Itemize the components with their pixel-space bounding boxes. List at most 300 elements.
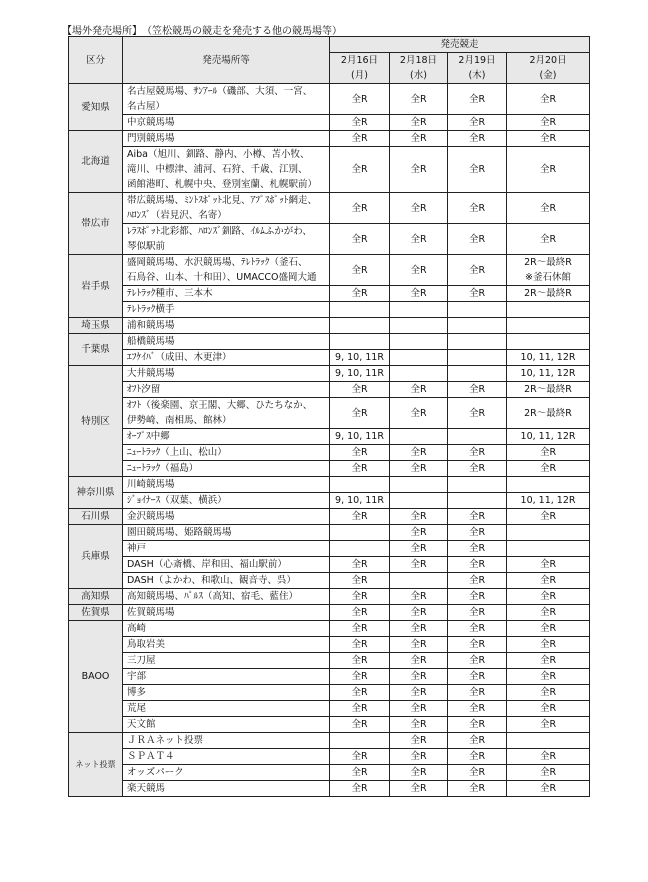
race-value-cell: 全R <box>390 461 448 477</box>
race-value-cell: 全R <box>448 717 507 733</box>
race-value-cell: 全R <box>507 717 590 733</box>
off-track-sales-table <box>68 36 590 797</box>
race-value-cell: 全R <box>390 224 448 255</box>
race-value-cell: 全R <box>448 193 507 224</box>
table-row <box>69 653 590 669</box>
race-value-cell: 全R <box>390 637 448 653</box>
place-line: 園田競馬場、姫路競馬場 <box>127 527 232 538</box>
place-cell <box>123 541 330 557</box>
race-value-cell: 全R <box>390 781 448 797</box>
race-value-cell: 全R <box>448 589 507 605</box>
place-cell <box>123 525 330 541</box>
race-value-cell: 全R <box>448 509 507 525</box>
place-line: 盛岡競馬場、水沢競馬場、ﾃﾚﾄﾗｯｸ（釜石、 <box>127 257 308 268</box>
race-value-cell: 全R <box>390 115 448 131</box>
place-line: 高崎 <box>127 623 147 634</box>
place-cell <box>123 685 330 701</box>
race-value-cell <box>507 525 590 541</box>
race-value-cell <box>507 302 590 318</box>
race-value-cell: 全R <box>448 653 507 669</box>
place-cell <box>123 493 330 509</box>
category-cell: BAOO <box>69 621 123 733</box>
place-line: 三刀屋 <box>127 655 156 666</box>
place-line: ﾊﾛﾝｽﾞ（岩見沢、名寄） <box>127 210 227 221</box>
header-place: 発売場所等 <box>123 37 330 84</box>
race-value-cell <box>390 429 448 445</box>
header-date-0 <box>330 53 390 84</box>
place-line: オッズパーク <box>127 767 184 778</box>
race-value-cell: 全R <box>507 701 590 717</box>
place-line: 博多 <box>127 687 147 698</box>
race-value-cell: 10, 11, 12R <box>507 350 590 366</box>
date-label: 2月18日 <box>399 55 438 66</box>
race-value-cell: 全R <box>448 765 507 781</box>
place-cell <box>123 557 330 573</box>
place-line: 神戸 <box>127 543 147 554</box>
race-value-cell <box>390 318 448 334</box>
table-row <box>69 318 590 334</box>
race-value-cell: 全R <box>390 398 448 429</box>
race-value-cell <box>330 525 390 541</box>
race-value-cell: 全R <box>330 509 390 525</box>
race-value-cell: 全R <box>507 589 590 605</box>
race-value-cell: 全R <box>390 749 448 765</box>
table-row <box>69 334 590 350</box>
place-cell <box>123 621 330 637</box>
place-cell <box>123 84 330 115</box>
table-row <box>69 573 590 589</box>
race-value-cell: 全R <box>507 781 590 797</box>
table-row <box>69 382 590 398</box>
place-line: ﾚﾗｽﾎﾟｯﾄ北彩都、ﾊﾛﾝｽﾞ釧路、ｲﾙﾑふかがわ、 <box>127 226 312 237</box>
table-row <box>69 461 590 477</box>
race-value-cell: 全R <box>390 509 448 525</box>
place-cell <box>123 733 330 749</box>
place-line: 中京競馬場 <box>127 117 175 128</box>
race-value-cell: 全R <box>390 147 448 193</box>
race-value-cell <box>390 366 448 382</box>
race-value-cell: 2R～最終R <box>507 286 590 302</box>
race-value-cell: 全R <box>390 286 448 302</box>
race-value-cell: 全R <box>330 445 390 461</box>
race-value-cell: 全R <box>390 131 448 147</box>
race-value-cell: 9, 10, 11R <box>330 366 390 382</box>
race-value-cell: 全R <box>507 445 590 461</box>
race-value-cell <box>507 318 590 334</box>
table-row <box>69 669 590 685</box>
race-value-cell: 全R <box>330 605 390 621</box>
race-value-cell: 全R <box>507 557 590 573</box>
race-value-cell: 全R <box>507 637 590 653</box>
race-value-cell: 全R <box>448 445 507 461</box>
table-row <box>69 749 590 765</box>
place-cell <box>123 701 330 717</box>
place-line: 船橋競馬場 <box>127 336 175 347</box>
race-value-cell: 全R <box>390 541 448 557</box>
race-value-cell: 全R <box>448 669 507 685</box>
race-value-cell: 全R <box>448 621 507 637</box>
race-value-cell: 全R <box>390 193 448 224</box>
place-line: Aiba（旭川、釧路、静内、小樽、苫小牧、 <box>127 149 310 160</box>
race-value-cell <box>448 350 507 366</box>
place-line: 天文館 <box>127 719 156 730</box>
race-value-cell: 全R <box>390 589 448 605</box>
race-value-cell: 10, 11, 12R <box>507 429 590 445</box>
place-cell <box>123 398 330 429</box>
race-value-cell <box>330 733 390 749</box>
place-cell <box>123 605 330 621</box>
table-row <box>69 557 590 573</box>
table-row <box>69 366 590 382</box>
race-value-cell: 全R <box>390 255 448 286</box>
race-value-cell <box>390 493 448 509</box>
place-cell <box>123 637 330 653</box>
race-value-cell: 全R <box>390 445 448 461</box>
race-value-cell: 全R <box>507 193 590 224</box>
day-of-week: (月) <box>351 70 368 81</box>
race-value-cell: 全R <box>448 525 507 541</box>
race-value-cell <box>448 366 507 382</box>
race-value-cell: 全R <box>330 669 390 685</box>
place-line: ＳＰＡＴ４ <box>127 751 175 762</box>
date-label: 2月20日 <box>529 55 567 66</box>
place-cell <box>123 477 330 493</box>
race-value-cell: 全R <box>448 224 507 255</box>
race-value-cell: 9, 10, 11R <box>330 429 390 445</box>
place-cell <box>123 461 330 477</box>
race-value-cell: 全R <box>507 669 590 685</box>
day-of-week: (木) <box>468 70 486 81</box>
race-value-cell: 全R <box>448 255 507 286</box>
table-row <box>69 302 590 318</box>
race-value-cell: 全R <box>390 382 448 398</box>
race-value-cell <box>330 318 390 334</box>
race-value-cell: 2R～最終R <box>507 382 590 398</box>
day-of-week: (水) <box>410 70 427 81</box>
place-line: DASH（心斎橋、岸和田、福山駅前） <box>127 559 287 570</box>
place-cell <box>123 366 330 382</box>
table-row <box>69 84 590 115</box>
place-line: 浦和競馬場 <box>127 320 175 331</box>
header-date-3 <box>507 53 590 84</box>
race-value-cell: 全R <box>448 605 507 621</box>
table-caption: 【場外発売場所】 （笠松競馬の競走を発売する他の競馬場等） <box>62 26 342 37</box>
race-value-cell: 全R <box>507 685 590 701</box>
race-value-cell: 全R <box>448 557 507 573</box>
table-row <box>69 637 590 653</box>
category-cell: 特別区 <box>69 366 123 477</box>
header-date-2 <box>448 53 507 84</box>
place-line: ｵｰﾌﾟｽ中郷 <box>127 431 170 442</box>
place-cell <box>123 286 330 302</box>
race-value-cell: 全R <box>448 541 507 557</box>
category-cell: 高知県 <box>69 589 123 605</box>
race-value-cell: 全R <box>448 637 507 653</box>
day-of-week: (金) <box>539 70 557 81</box>
place-cell <box>123 350 330 366</box>
race-value-cell <box>507 477 590 493</box>
place-line: 荒尾 <box>127 703 147 714</box>
place-cell <box>123 749 330 765</box>
place-cell <box>123 509 330 525</box>
race-value-cell <box>448 302 507 318</box>
race-value-cell: 2R～最終R ※釜石休館 <box>507 255 590 286</box>
race-value-cell <box>448 318 507 334</box>
race-value-cell <box>507 334 590 350</box>
place-line: 大井競馬場 <box>127 368 175 379</box>
race-value-cell: 全R <box>390 557 448 573</box>
race-value-cell <box>390 477 448 493</box>
race-value-cell <box>390 302 448 318</box>
category-cell: 愛知県 <box>69 84 123 131</box>
race-value-cell: 全R <box>330 398 390 429</box>
category-cell: 埼玉県 <box>69 318 123 334</box>
race-value-cell: 10, 11, 12R <box>507 493 590 509</box>
race-value-cell: 9, 10, 11R <box>330 493 390 509</box>
place-line: 名古屋競馬場、ｻﾝｱｰﾙ（磯部、大須、一宮、 <box>127 86 313 97</box>
race-value-cell <box>448 493 507 509</box>
race-value-cell: 全R <box>448 131 507 147</box>
race-value-cell: 全R <box>448 115 507 131</box>
place-cell <box>123 131 330 147</box>
race-value-cell: 全R <box>390 685 448 701</box>
race-value-cell <box>390 334 448 350</box>
race-value-cell: 全R <box>330 701 390 717</box>
race-value-cell: 全R <box>507 147 590 193</box>
race-value-cell <box>390 350 448 366</box>
category-cell: 帯広市 <box>69 193 123 255</box>
race-value-cell: 全R <box>390 84 448 115</box>
table-row <box>69 717 590 733</box>
race-value-cell <box>448 477 507 493</box>
place-line: 門別競馬場 <box>127 133 175 144</box>
table-row <box>69 147 590 193</box>
category-cell: 北海道 <box>69 131 123 193</box>
table-row <box>69 781 590 797</box>
place-cell <box>123 147 330 193</box>
place-cell <box>123 302 330 318</box>
place-cell <box>123 445 330 461</box>
race-value-cell: 全R <box>330 653 390 669</box>
table-row <box>69 765 590 781</box>
place-line: 楽天競馬 <box>127 783 166 794</box>
table-row <box>69 477 590 493</box>
race-value-cell <box>448 334 507 350</box>
category-cell: 岩手県 <box>69 255 123 318</box>
table-row <box>69 224 590 255</box>
category-cell: 兵庫県 <box>69 525 123 589</box>
race-value-cell: 全R <box>330 765 390 781</box>
place-line: DASH（よかわ、和歌山、観音寺、呉） <box>127 575 296 586</box>
race-value-cell: 全R <box>507 749 590 765</box>
place-line: ｴﾌｹｲﾊﾞ（成田、木更津） <box>127 352 232 363</box>
table-row <box>69 429 590 445</box>
race-value-cell: 全R <box>330 286 390 302</box>
table-row <box>69 589 590 605</box>
race-value-cell: 9, 10, 11R <box>330 350 390 366</box>
race-value-cell: 2R～最終R <box>507 398 590 429</box>
race-value-cell: 全R <box>390 605 448 621</box>
place-cell <box>123 717 330 733</box>
place-cell <box>123 781 330 797</box>
table-row <box>69 541 590 557</box>
category-cell: 石川県 <box>69 509 123 525</box>
race-value-cell: 全R <box>330 461 390 477</box>
race-value-cell <box>330 541 390 557</box>
place-cell <box>123 589 330 605</box>
race-value-cell: 全R <box>448 382 507 398</box>
race-value-cell: 全R <box>448 461 507 477</box>
place-line: 帯広競馬場、ﾐﾝﾄｽﾎﾟｯﾄ北見、ｱﾌﾟｽﾎﾟｯﾄ網走、 <box>127 195 318 206</box>
table-row <box>69 398 590 429</box>
place-cell <box>123 334 330 350</box>
race-value-cell: 全R <box>507 765 590 781</box>
race-value-cell: 全R <box>507 224 590 255</box>
place-line: 鳥取岩美 <box>127 639 166 650</box>
place-cell <box>123 573 330 589</box>
place-line: 函館港町、札幌中央、登別室蘭、札幌駅前） <box>127 179 318 190</box>
place-line: 金沢競馬場 <box>127 511 175 522</box>
race-value-cell: 全R <box>330 131 390 147</box>
table-row <box>69 621 590 637</box>
header-date-1 <box>390 53 448 84</box>
race-value-cell: 全R <box>507 115 590 131</box>
race-value-cell: 全R <box>507 621 590 637</box>
place-cell <box>123 255 330 286</box>
place-cell <box>123 224 330 255</box>
category-cell: ネット投票 <box>69 733 123 797</box>
table-row <box>69 701 590 717</box>
race-value-cell: 全R <box>330 781 390 797</box>
race-value-cell: 全R <box>330 84 390 115</box>
race-value-cell: 全R <box>448 781 507 797</box>
race-value-cell: 全R <box>390 701 448 717</box>
category-cell: 佐賀県 <box>69 605 123 621</box>
date-label: 2月19日 <box>458 55 496 66</box>
place-line: ｵﾌﾄ（後楽園、京王閣、大郷、ひたちなか、 <box>127 400 313 411</box>
place-line: ｵﾌﾄ汐留 <box>127 384 161 395</box>
place-line: 佐賀競馬場 <box>127 607 175 618</box>
table-row <box>69 445 590 461</box>
race-value-cell <box>330 334 390 350</box>
place-cell <box>123 318 330 334</box>
race-value-cell: 全R <box>448 147 507 193</box>
place-line: 滝川、中標津、浦河、石狩、千歳、江別、 <box>127 164 308 175</box>
race-value-cell: 全R <box>448 749 507 765</box>
place-line: 宇部 <box>127 671 147 682</box>
table-row <box>69 509 590 525</box>
race-value-cell: 全R <box>448 573 507 589</box>
place-cell <box>123 382 330 398</box>
race-value-cell <box>507 733 590 749</box>
race-value-cell: 全R <box>507 509 590 525</box>
table-row <box>69 286 590 302</box>
table-row <box>69 493 590 509</box>
place-cell <box>123 115 330 131</box>
header-category: 区分 <box>69 37 123 84</box>
race-value-cell: 全R <box>390 621 448 637</box>
race-value-cell: 全R <box>507 84 590 115</box>
race-value-cell: 全R <box>330 621 390 637</box>
race-value-cell: 全R <box>448 701 507 717</box>
race-value-cell: 全R <box>330 717 390 733</box>
race-value-cell: 全R <box>330 255 390 286</box>
race-value-cell: 全R <box>330 147 390 193</box>
place-line: 川崎競馬場 <box>127 479 175 490</box>
race-value-cell <box>330 477 390 493</box>
race-value-cell: 全R <box>330 573 390 589</box>
race-value-cell: 全R <box>507 461 590 477</box>
place-line: 名古屋） <box>127 101 166 112</box>
race-value-cell: 10, 11, 12R <box>507 366 590 382</box>
table-row <box>69 605 590 621</box>
place-line: ＪＲＡネット投票 <box>127 735 204 746</box>
header-sales: 発売競走 <box>330 37 590 53</box>
place-line: 石鳥谷、山本、十和田）、UMACCO盛岡大通 <box>127 272 317 283</box>
place-line: ﾆｭｰﾄﾗｯｸ（上山、松山） <box>127 447 227 458</box>
table-row <box>69 115 590 131</box>
place-cell <box>123 765 330 781</box>
category-cell: 千葉県 <box>69 334 123 366</box>
table-row <box>69 733 590 749</box>
race-value-cell: 全R <box>448 84 507 115</box>
race-value-cell: 全R <box>507 653 590 669</box>
table-row <box>69 193 590 224</box>
date-label: 2月16日 <box>340 55 379 66</box>
race-value-cell: 全R <box>330 557 390 573</box>
race-value-cell: 全R <box>507 573 590 589</box>
place-cell <box>123 429 330 445</box>
race-value-cell: 全R <box>448 286 507 302</box>
table-row <box>69 525 590 541</box>
race-value-cell: 全R <box>390 525 448 541</box>
race-value-cell <box>390 573 448 589</box>
race-value-cell: 全R <box>330 193 390 224</box>
table-row <box>69 131 590 147</box>
race-value-cell <box>448 429 507 445</box>
race-value-cell: 全R <box>330 589 390 605</box>
place-line: 琴似駅前 <box>127 241 166 252</box>
race-value-cell: 全R <box>390 717 448 733</box>
race-value-cell: 全R <box>507 605 590 621</box>
race-value-cell: 全R <box>330 685 390 701</box>
table-row <box>69 350 590 366</box>
place-line: ﾆｭｰﾄﾗｯｸ（福島） <box>127 463 199 474</box>
race-value-cell: 全R <box>448 733 507 749</box>
race-value-cell: 全R <box>390 653 448 669</box>
race-value-cell: 全R <box>507 131 590 147</box>
place-line: 高知競馬場、ﾊﾟﾙｽ（高知、宿毛、藍住） <box>127 591 299 602</box>
race-value-cell: 全R <box>448 685 507 701</box>
race-value-cell: 全R <box>390 765 448 781</box>
race-value-cell: 全R <box>330 224 390 255</box>
place-cell <box>123 669 330 685</box>
place-cell <box>123 193 330 224</box>
race-value-cell: 全R <box>390 669 448 685</box>
table-row <box>69 685 590 701</box>
race-value-cell: 全R <box>330 115 390 131</box>
race-value-cell: 全R <box>330 382 390 398</box>
place-line: 伊勢崎、南相馬、館林） <box>127 415 232 426</box>
race-value-cell: 全R <box>390 733 448 749</box>
race-value-cell: 全R <box>330 637 390 653</box>
table-row <box>69 255 590 286</box>
race-value-cell <box>507 541 590 557</box>
race-value-cell <box>330 302 390 318</box>
place-line: ｼﾞｮｲﾅｰｽ（双葉、横浜） <box>127 495 227 506</box>
race-value-cell: 全R <box>448 398 507 429</box>
place-cell <box>123 653 330 669</box>
